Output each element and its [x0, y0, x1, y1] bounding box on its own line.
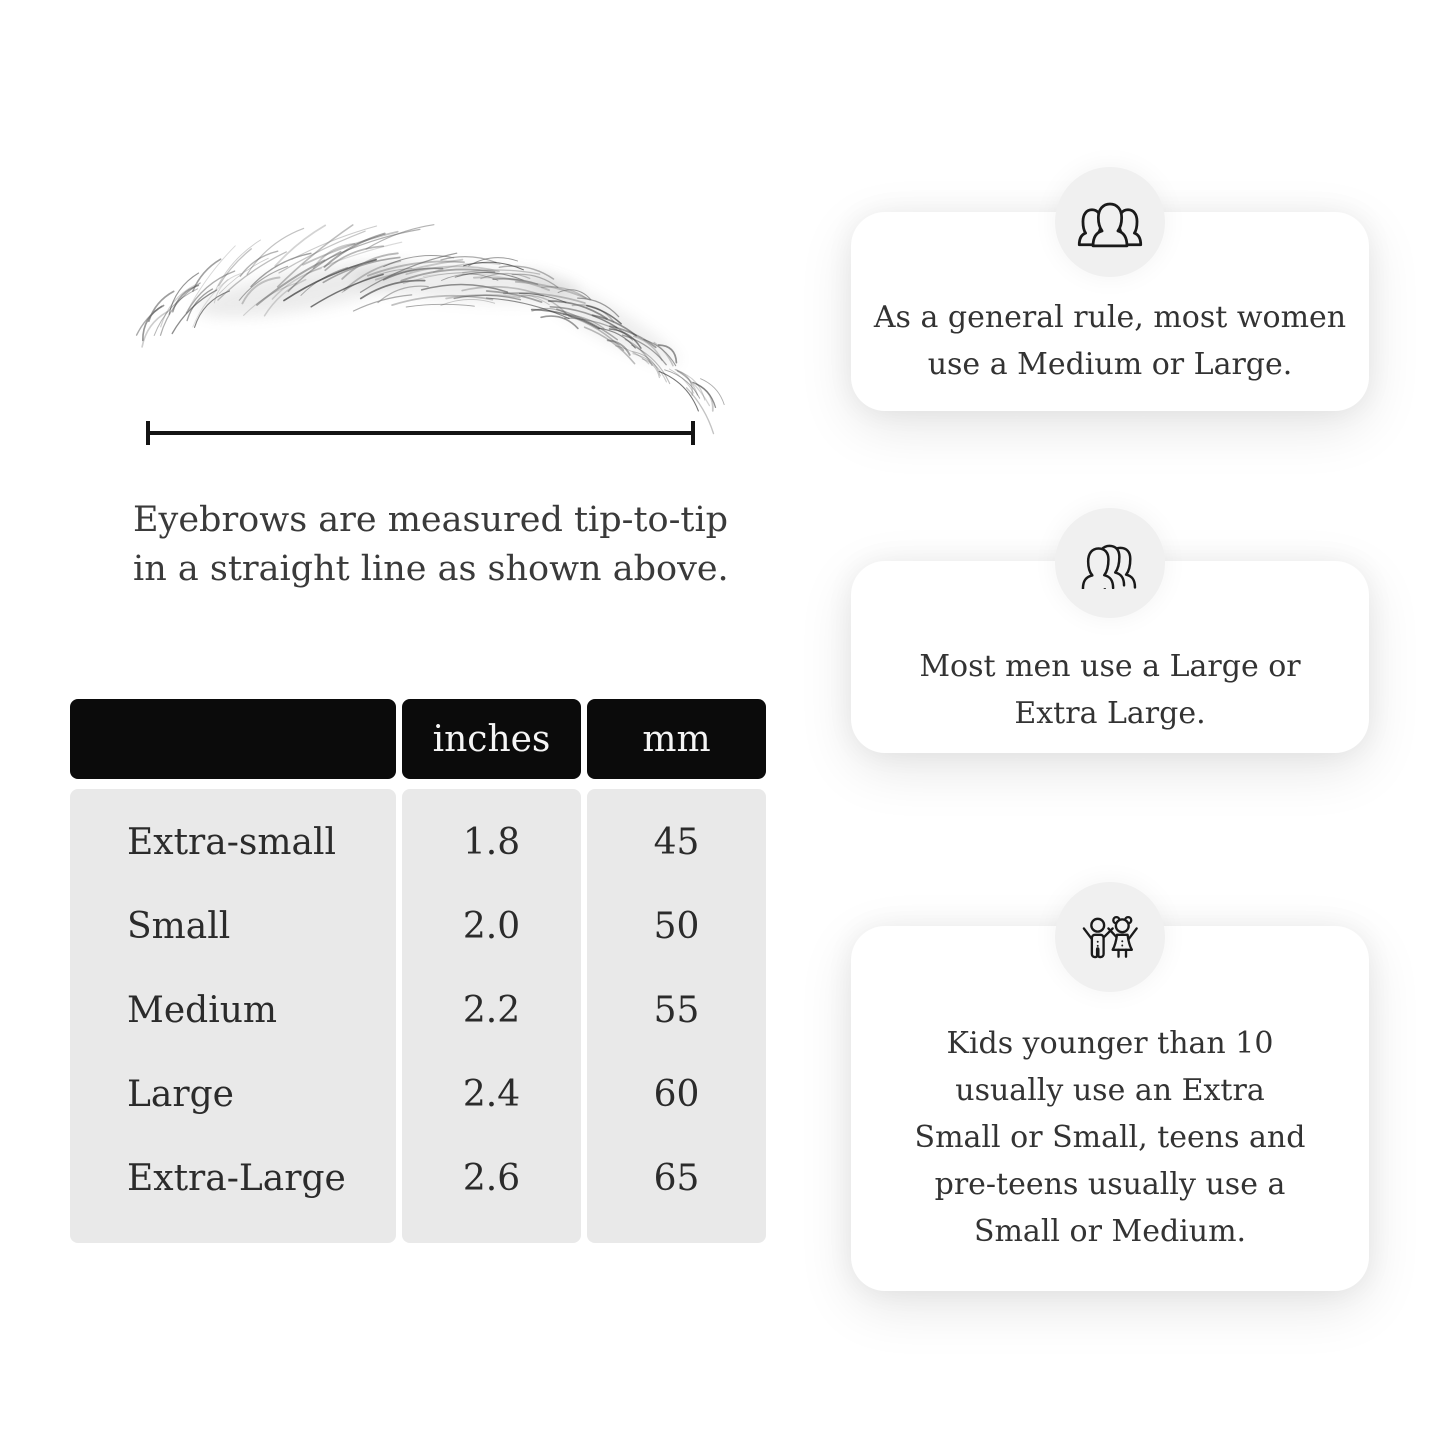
- table-cell-mm: 45: [653, 821, 700, 863]
- table-cell-size: Small: [127, 905, 231, 947]
- card-text: [851, 1020, 1369, 1255]
- card-text-line: use a Medium or Large.: [927, 346, 1293, 382]
- icon-badge: [1055, 167, 1165, 277]
- table-cell-inches: 1.8: [462, 821, 521, 863]
- table-cell-size: Extra-Large: [127, 1157, 346, 1199]
- measurement-ruler: [146, 421, 695, 445]
- table-cell-mm: 65: [653, 1157, 700, 1199]
- table-body-size: [70, 789, 396, 1243]
- table-header-inches: inches: [402, 699, 581, 779]
- table-cell-mm: 60: [653, 1073, 700, 1115]
- table-cell-mm: 50: [653, 905, 700, 947]
- measurement-line: [150, 431, 691, 435]
- table-column-size: [70, 699, 396, 1243]
- table-cell-inches: 2.2: [462, 989, 521, 1031]
- card-text: [851, 294, 1369, 388]
- info-card-women: [851, 212, 1369, 411]
- card-text-line: Small or Medium.: [973, 1214, 1247, 1249]
- card-text-line: Most men use a Large or: [919, 649, 1301, 684]
- info-card-men: [851, 561, 1369, 753]
- women-group-icon: [1076, 196, 1144, 249]
- card-text-line: usually use an Extra: [955, 1073, 1265, 1108]
- card-text-line: pre-teens usually use a: [934, 1167, 1286, 1202]
- table-header-size: [70, 699, 396, 779]
- card-text-line: As a general rule, most women: [873, 299, 1347, 335]
- table-cell-size: Large: [127, 1073, 234, 1115]
- card-text: [851, 643, 1369, 737]
- card-text-line: Extra Large.: [1014, 696, 1206, 731]
- table-cell-mm: 55: [653, 989, 700, 1031]
- card-text-line: Kids younger than 10: [946, 1026, 1274, 1061]
- table-column-inches: [402, 699, 581, 1243]
- kids-icon: [1078, 914, 1142, 961]
- caption-line-2: in a straight line as shown above.: [133, 549, 729, 589]
- table-cell-size: Extra-small: [127, 821, 336, 863]
- table-cell-size: Medium: [127, 989, 278, 1031]
- table-header-mm: mm: [587, 699, 766, 779]
- card-text-line: Small or Small, teens and: [914, 1120, 1306, 1155]
- table-cell-inches: 2.4: [462, 1073, 521, 1115]
- table-cell-inches: 2.6: [462, 1157, 521, 1199]
- table-body-mm: [587, 789, 766, 1243]
- figure-caption: [133, 496, 729, 594]
- table-body-inches: [402, 789, 581, 1243]
- table-column-mm: [587, 699, 766, 1243]
- men-group-icon: [1080, 537, 1140, 589]
- size-table: [70, 699, 766, 1243]
- caption-line-1: Eyebrows are measured tip-to-tip: [133, 500, 729, 540]
- icon-badge: [1055, 882, 1165, 992]
- eyebrow-sketch-svg: [115, 238, 705, 398]
- info-card-kids: [851, 926, 1369, 1291]
- eyebrow-illustration: [115, 238, 705, 403]
- icon-badge: [1055, 508, 1165, 618]
- table-cell-inches: 2.0: [462, 905, 521, 947]
